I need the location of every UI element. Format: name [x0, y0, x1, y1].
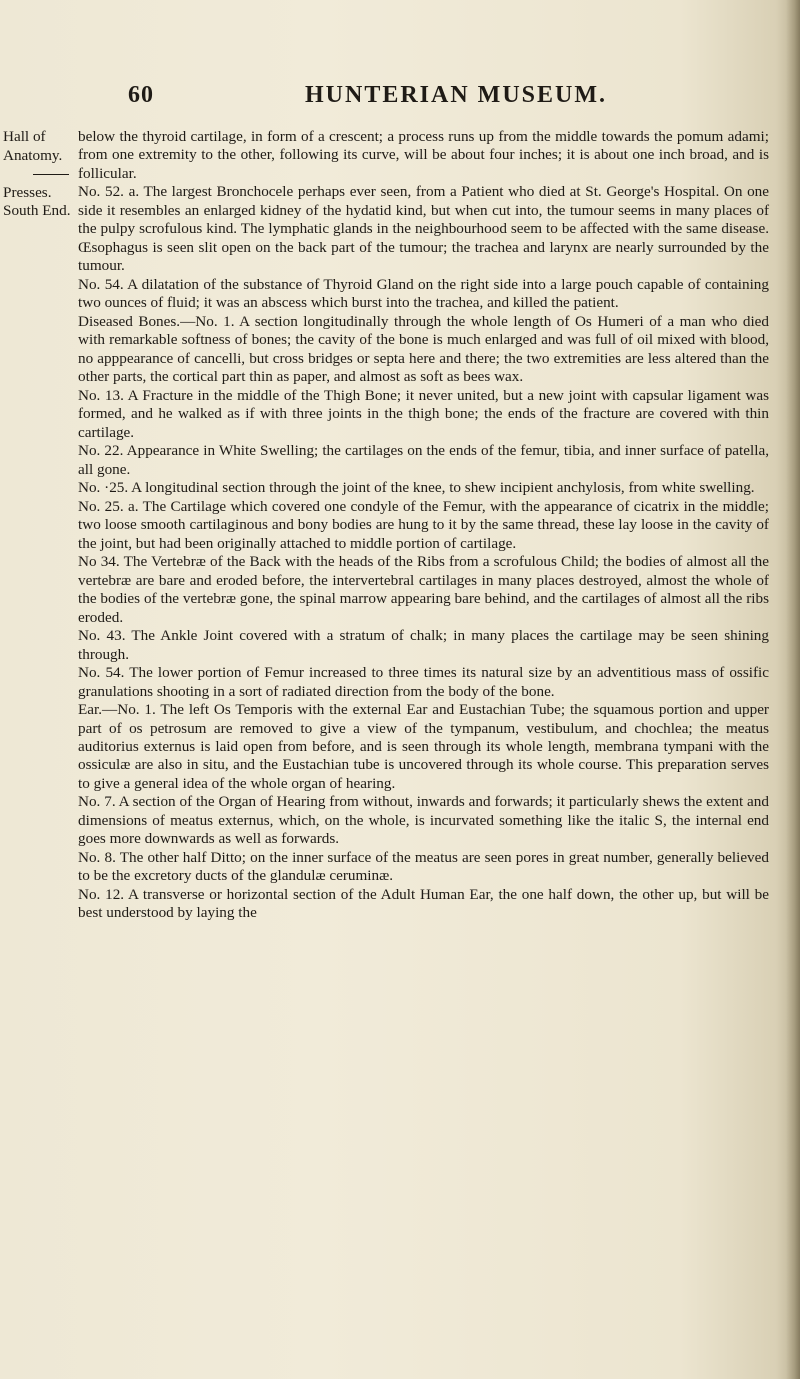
page-header: [0, 82, 800, 116]
entry-transverse-section: No. 12. A transverse or horizontal section of the Adult Human Ear, the one half down, the other up, but will be best understood by laying the: [78, 885, 769, 922]
entry-femur-ossific: No. 54. The lower portion of Femur increased to three times its natural size by an adventitious mass of ossific granulations shooting in a sort of radiated direction from the body of the bone.: [78, 664, 769, 700]
entry-thyroid-dilatation: No. 54. A dilatation of the substance of Thyroid Gland on the right side into a large pouch capable of containing two ounces of fluid; it was an abscess which burst into the trachea, and killed the patient.: [78, 275, 769, 312]
entry-femur-cartilage: No. 25. a. The Cartilage which covered one condyle of the Femur, with the appearance of cicatrix in the middle; two loose smooth cartilaginous and bony bodies are hung to it by the same thread, these lay loose in the cavity of the joint, but had been originally attached to middle portion of cartilage.: [78, 497, 769, 552]
margin-notes: [3, 128, 73, 221]
margin-note-south-end: South End.: [3, 202, 71, 219]
entry-vertebrae: No 34. The Vertebræ of the Back with the heads of the Ribs from a scrofulous Child; the bodies of almost all the vertebræ are bare and eroded before, the intervertebral cartilages in many places destroyed, almost the whole of the bodies of the vertebræ gone, the spinal marrow appearing bare behind, and the cartilages of almost all the ribs eroded.: [78, 553, 769, 626]
margin-note-presses: Presses.: [3, 183, 52, 201]
entry-ear-temporis: Ear.—No. 1. The left Os Temporis with the external Ear and Eustachian Tube; the squamous portion and upper part of os petrosum are removed to give a view of the tympanum, vestibulum, and chochlea; the meatus auditorius externus is laid open from before, and is seen through its whole length, membrana tympani with the ossiculæ are also in situ, and the Eustachian tube is uncovered through its whole course. This preparation serves to give a general idea of the whole organ of hearing.: [78, 701, 769, 792]
entry-bronchocele: No. 52. a. The largest Bronchocele perhaps ever seen, from a Patient who died at St. George's Hospital. On one side it resembles an enlarged kidney of the hydatid kind, but when cut into, the tumour seems in many places of the pulpy scrofulous kind. The lymphatic glands in the neighbourhood seem to be affected with the same disease. Œsophagus is seen slit open on the back part of the tumour; the trachea and larynx are nearly surrounded by the tumour.: [78, 183, 769, 275]
margin-note-hall: Hall of: [3, 128, 46, 145]
margin-note-anatomy: Anatomy.: [3, 146, 63, 164]
paragraph-continuation: below the thyroid cartilage, in form of a crescent; a process runs up from the middle towards the pomum adami; from one extremity to the other, following its curve, will be about four inches; it is about one inch broad, and is follicular.: [78, 128, 769, 182]
entry-fracture-thigh: No. 13. A Fracture in the middle of the Thigh Bone; it never united, but a new joint with capsular ligament was formed, and he walked as if with three joints in the thigh bone; the ends of the fracture are covered with thin cartilage.: [78, 386, 769, 441]
entry-organ-of-hearing: No. 7. A section of the Organ of Hearing from without, inwards and forwards; it particularly shews the extent and dimensions of meatus externus, which, on the whole, is incurvated something like the italic S, the internal end goes more downwards as well as forwards.: [78, 793, 769, 848]
page-number: 60: [128, 82, 154, 108]
entry-diseased-bones: Diseased Bones.—No. 1. A section longitudinally through the whole length of Os Humeri of a man who died with remarkable softness of bones; the cavity of the bone is much enlarged and was full of oil mixed with blood, no apppearance of cancelli, but cross bridges or septa here and there; the two extremities are less altered than the other parts, the cortical part thin as paper, and almost as soft as bees wax.: [78, 312, 769, 386]
margin-note-rule: [3, 165, 73, 184]
entry-ankle-joint: No. 43. The Ankle Joint covered with a stratum of chalk; in many places the cartilage may be seen shining through.: [78, 627, 769, 663]
entry-knee-section: No. ·25. A longitudinal section through the joint of the knee, to shew incipient anchylosis, from white swelling.: [78, 479, 755, 497]
page-edge-shadow: [786, 0, 800, 1379]
entry-white-swelling: No. 22. Appearance in White Swelling; the cartilages on the ends of the femur, tibia, and inner surface of patella, all gone.: [78, 442, 769, 478]
body-text: [78, 128, 769, 923]
entry-meatus-half: No. 8. The other half Ditto; on the inner surface of the meatus are seen pores in great number, generally believed to be the excretory ducts of the glandulæ ceruminæ.: [78, 848, 769, 885]
running-head: HUNTERIAN MUSEUM.: [305, 82, 608, 108]
